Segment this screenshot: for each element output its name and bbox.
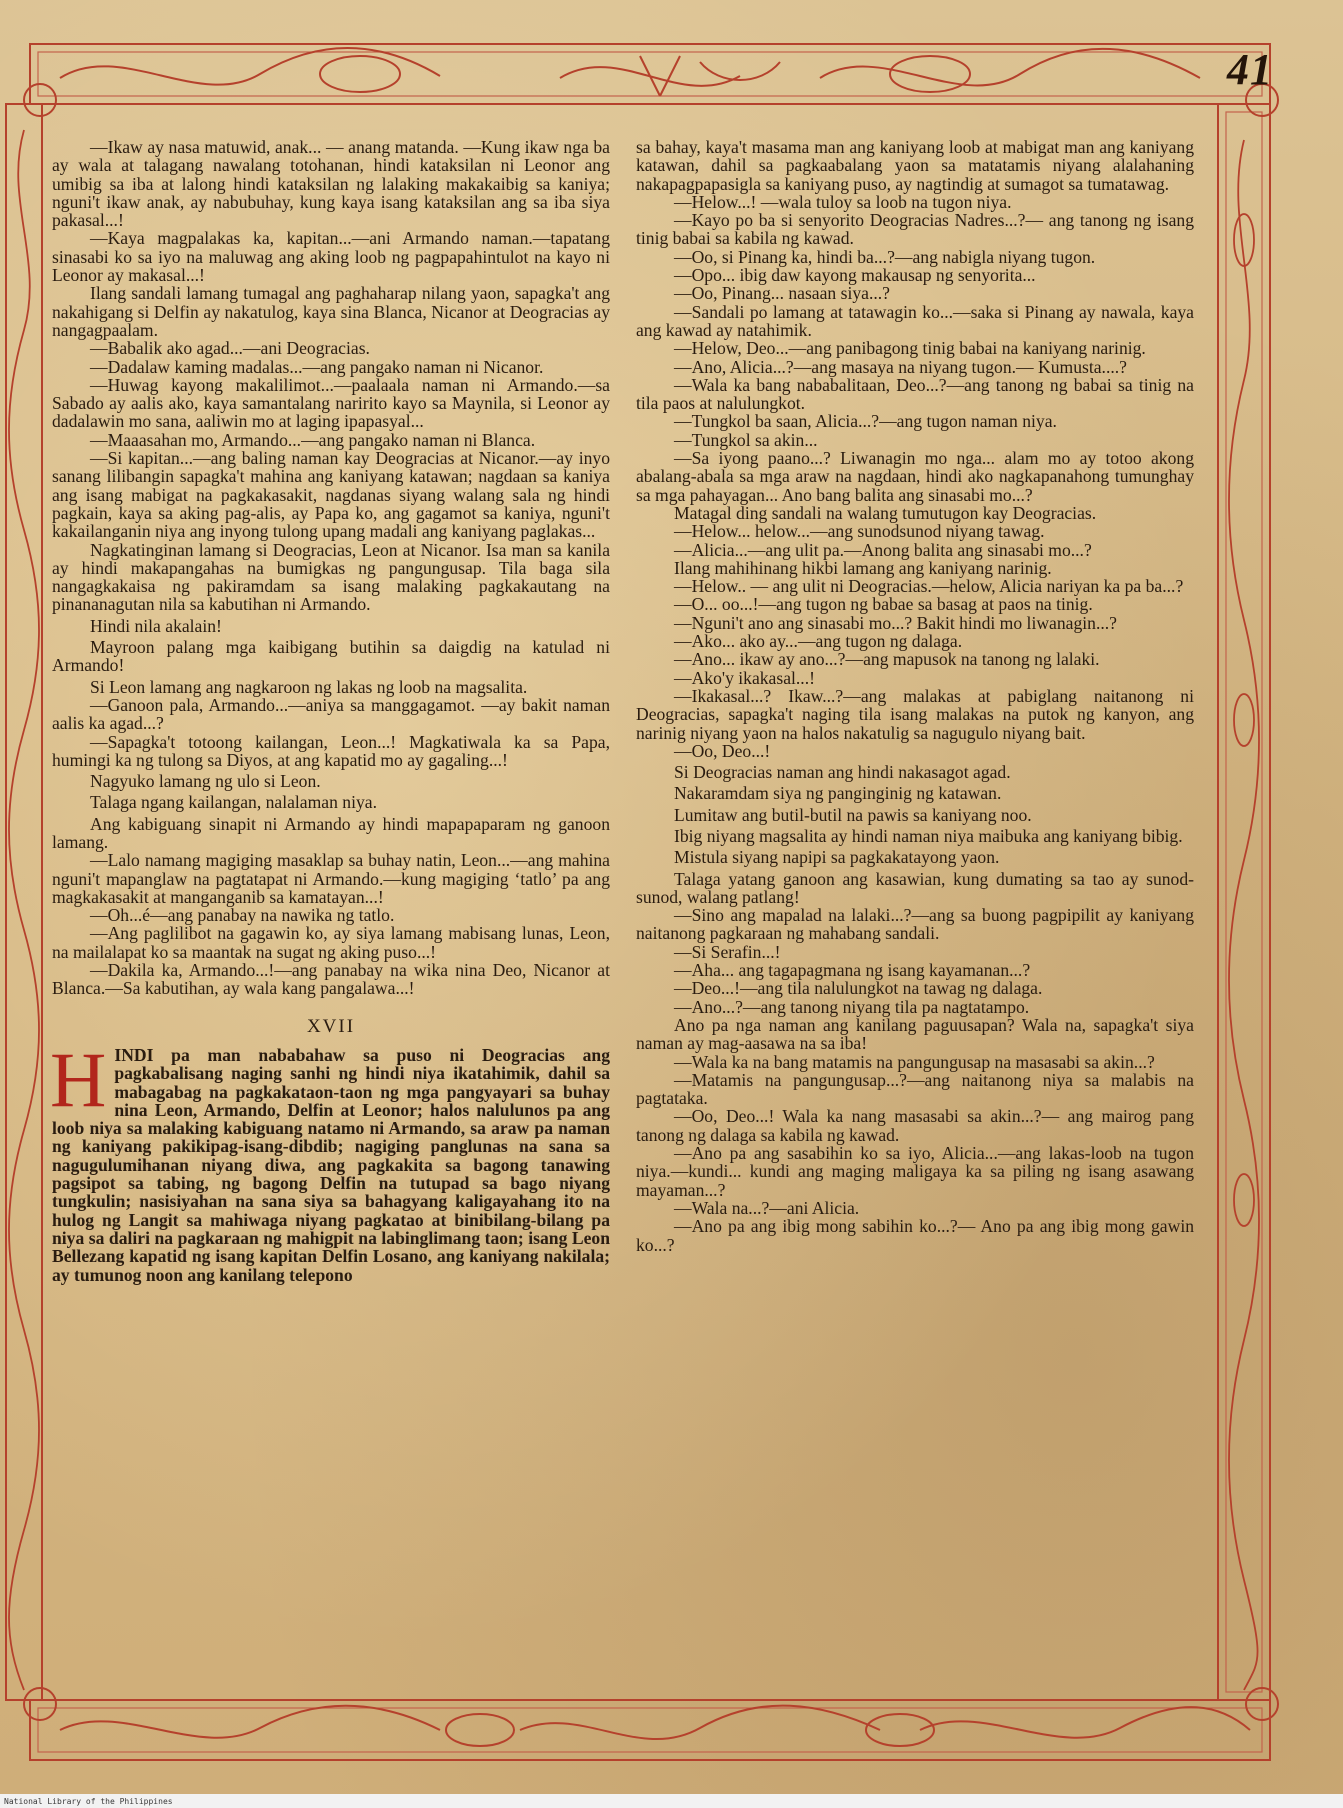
paragraph: —Kayo po ba si senyorito Deogracias Nadres...?— ang tanong ng isang tinig babai sa kabila ng kawad. (636, 210, 1194, 249)
paragraph: sa bahay, kaya't masama man ang kaniyang loob at mabigat man ang kaniyang katawan, dahil sa pagkaabalang yaon sa matatamis niyang alalahaning nakapagpapasigla sa kaniyang puso, ay nagtindig at sumagot sa tumatawag. (636, 137, 1194, 194)
left-column (52, 138, 610, 1284)
paragraph: —Matamis na pangungusap...?—ang naitanong niya sa malabis na pagtataka. (636, 1069, 1194, 1109)
paragraph: —Ano... ikaw ay ano...?—ang mapusok na tanong ng lalaki. (674, 649, 1100, 670)
paragraph: —Tungkol ba saan, Alicia...?—ang tugon naman niya. (674, 411, 1057, 432)
paragraph: Mayroon palang mga kaibigang butihin sa daigdig na katulad ni Armando! (52, 637, 610, 676)
paragraph: —Ikaw ay nasa matuwid, anak... — anang matanda. —Kung ikaw nga ba ay wala at talagang nawalang totohanan, hindi kataksilan ni Leonor ang umibig sa iba at lalong hindi kataksilan ng lalaking makakaibig sa kaniya; nguni't ikaw anak, ay nabubuhay, kung kaya isang kataksilan ang sa iba siya pakasal...! (52, 137, 610, 231)
paragraph: Ilang mahihinang hikbi lamang ang kaniyang narinig. (674, 557, 1052, 578)
paragraph: —Oo, Pinang... nasaan siya...? (674, 283, 890, 304)
paragraph: —Oo, si Pinang ka, hindi ba...?—ang nabigla niyang tugon. (674, 246, 1096, 267)
paragraph: —Dadalaw kaming madalas...—ang pangako naman ni Nicanor. (90, 356, 544, 377)
paragraph: —Maaasahan mo, Armando...—ang pangako naman ni Blanca. (90, 429, 536, 450)
paragraph: —Sandali po lamang at tatawagin ko...—saka si Pinang ay nawala, kaya ang kawad ay natahimik. (636, 301, 1194, 340)
paragraph: —Tungkol sa akin... (674, 429, 818, 450)
paragraph: Ilang sandali lamang tumagal ang paghaharap nilang yaon, sapagka't ang nakahigang si Delfin ay nakatulog, kaya sina Blanca, Nicanor at Deogracias ay nangagpaalam. (52, 283, 610, 340)
paragraph: Matagal ding sandali na walang tumutugon kay Deogracias. (674, 502, 1097, 523)
paragraph: —Ako'y ikakasal...! (674, 667, 815, 688)
paragraph: —Ano...?—ang tanong niyang tila pa nagtatampo. (674, 996, 1030, 1017)
paragraph: Talaga ngang kailangan, nalalaman niya. (90, 792, 377, 813)
paragraph: —Helow... helow...—ang sunodsunod niyang tawag. (674, 521, 1045, 542)
paragraph: —Dakila ka, Armando...!—ang panabay na wika nina Deo, Nicanor at Blanca.—Sa kabutihan, ay wala kang pangalawa...! (52, 960, 610, 999)
paragraph: —Ano pa ang sasabihin ko sa iyo, Alicia...—ang lakas-loob na tugon niya.—kundi... kundi ang maging maligaya ka sa piling ng isang asawang mayaman...? (636, 1143, 1194, 1200)
paragraph: —Lalo namang magiging masaklap sa buhay natin, Leon...—ang mahina nguni't mapanglaw na pagtatapat ni Armando.—kung magiging ‘tatlo’ pa ang magkakasakit at manganganib sa kamatayan...! (52, 850, 610, 907)
paragraph: —Ako... ako ay...—ang tugon ng dalaga. (674, 631, 963, 652)
paragraph: Lumitaw ang butil-butil na pawis sa kaniyang noo. (674, 804, 1032, 825)
paragraph: —Oo, Deo...! Wala ka nang masasabi sa akin...?— ang mairog pang tanong ng dalaga sa kabila ng kawad. (636, 1106, 1194, 1145)
paragraph: Ibig niyang magsalita ay hindi naman niya maibuka ang kaniyang bibig. (674, 825, 1183, 846)
paragraph: —Wala ka bang nababalitaan, Deo...?—ang tanong ng babai sa tinig na tila paos at nalulungkot. (636, 374, 1194, 414)
chapter-opening (50, 1035, 610, 1285)
paragraph: —Ano, Alicia...?—ang masaya na niyang tugon.— Kumusta....? (674, 356, 1127, 377)
right-column (636, 138, 1194, 1254)
library-credit: National Library of the Philippines (4, 1797, 173, 1806)
paragraph: Talaga yatang ganoon ang kasawian, kung dumating sa tao ay sunod-sunod, walang patlang! (636, 868, 1194, 907)
paragraph: —Ikakasal...? Ikaw...?—ang malakas at pabiglang naitanong ni Deogracias, sapagka't naging tila isang malakas na putok ng kanyon, ang narinig niyang yaon na halos nakatulig sa nagugulo niyang bait. (636, 685, 1194, 743)
chapter-opening-paragraph: INDI pa man nababahaw sa puso ni Deogracias ang pagkabalisang naging sanhi ng hindi niya ikatahimik, dahil sa mabagabag na pagkakataon-taon ng mga pangyayari sa buhay nina Leon, Armando, Delfin at Leonor; halos nalulunos pa ang loob niya sa malaking kabiguang natamo ni Armando, sa araw pa naman ng kaniyang pakikipag-isang-dibdib; nagiging panglunas na sana sa nagugulumihanan niyang diwa, ang pagkakita sa bagong tanawing pagsipot sa tabing, ng bagong Delfin na tutupad sa bago niyang tungkulin; nasisiyahan na sana siya sa bahagyang kaligayahang ito na hulog ng Langit sa mahiwaga niyang pagkatao at binibilang-bilang pa niya sa daliri na pagkaraan ng mahigpit na labinglimang taon; isang Leon Bellezang kapatid ng isang kapitan Delfin Losano, ang kaniyang nakilala; ay tumunog noon ang kanilang telepono (52, 1044, 610, 1285)
paragraph: —Nguni't ano ang sinasabi mo...? Bakit hindi mo liwanagin...? (674, 612, 1117, 633)
paragraph: Si Deogracias naman ang hindi nakasagot agad. (674, 762, 1011, 783)
drop-cap: H (50, 1035, 107, 1123)
paragraph: —Oh...é—ang panabay na nawika ng tatlo. (90, 905, 395, 926)
paragraph: —Si Serafin...! (674, 941, 781, 962)
paragraph: Ang kabiguang sinapit ni Armando ay hindi mapapaparam ng ganoon lamang. (52, 813, 610, 852)
paragraph: —Helow.. — ang ulit ni Deogracias.—helow, Alicia nariyan ka pa ba...? (674, 576, 1184, 597)
scan-footer-strip (0, 1794, 1343, 1808)
paragraph: —Opo... ibig daw kayong makausap ng senyorita... (674, 265, 1036, 286)
page-number: 41 (1227, 45, 1273, 94)
chapter-heading: XVII (306, 1015, 356, 1037)
paragraph: Nakaramdam siya ng panginginig ng katawan. (674, 783, 1002, 804)
paragraph: —Aha... ang tagapagmana ng isang kayamanan...? (674, 960, 1031, 981)
paragraph: —Sapagka't totoong kailangan, Leon...! Magkatiwala ka sa Papa, humingi ka ng tulong sa Diyos, at ang kapatid mo ay gagaling...! (52, 731, 610, 770)
paragraph: Si Leon lamang ang nagkaroon ng lakas ng loob na magsalita. (90, 676, 528, 697)
paragraph: —Deo...!—ang tila nalulungkot na tawag ng dalaga. (674, 978, 1043, 999)
paragraph: —Wala ka na bang matamis na pangungusap na masasabi sa akin...? (674, 1051, 1155, 1072)
paragraph: —Kaya magpalakas ka, kapitan...—ani Armando naman.—tapatang sinasabi ko sa iyo na maluwag ang aking loob ng pagpapahintulot na kayo ni Leonor ay makasal...! (52, 228, 610, 286)
paragraph: —Huwag kayong makalilimot...—paalaala naman ni Armando.—sa Sabado ay aalis ako, kaya samantalang naririto kayo sa Maynila, si Leonor ay dadalawin mo sana, aaliwin mo at laging ipapasyal... (52, 374, 610, 432)
paragraph: —Babalik ako agad...—ani Deogracias. (90, 338, 370, 359)
paragraph: Ano pa nga naman ang kanilang paguusapan? Wala na, sapagka't siya naman ay mag-aasawa na sa iba! (636, 1014, 1194, 1054)
paragraph: Nagkatinginan lamang si Deogracias, Leon at Nicanor. Isa man sa kanila ay hindi makapangahas na bumigkas ng pangungusap. Tila baga sila nangagkakaisa ng pakiramdam sa isang malaking pagkakautang na pinananagutan nila sa kabutihan ni Armando. (52, 539, 610, 615)
paragraph: —Helow, Deo...—ang panibagong tinig babai na kaniyang narinig. (674, 338, 1146, 359)
paragraph: —Sa iyong paano...? Liwanagin mo nga... alam mo ay totoo akong abalang-abala sa mga araw na nagdaan, hindi ako nagkapanahong tumunghay sa mga pahayagan... Ano bang balita ang sinasabi mo...? (636, 448, 1194, 505)
paragraph: —Ang paglilibot na gagawin ko, ay siya lamang mabisang lunas, Leon, na mailalapat ko sa maantak na sugat ng aking puso...! (52, 923, 610, 962)
paragraph: —Wala na...?—ani Alicia. (674, 1197, 860, 1218)
paragraph: —Sino ang mapalad na lalaki...?—ang sa buong pagpipilit ay kaniyang naitanong pagkaraan ng mahabang sandali. (636, 905, 1194, 944)
paragraph: —O... oo...!—ang tugon ng babae sa basag at paos na tinig. (674, 594, 1093, 615)
paragraph: —Alicia...—ang ulit pa.—Anong balita ang sinasabi mo...? (674, 539, 1092, 560)
paragraph: —Helow...! —wala tuloy sa loob na tugon niya. (674, 191, 1012, 212)
paragraph: —Ano pa ang ibig mong sabihin ko...?— Ano pa ang ibig mong gawin ko...? (636, 1216, 1194, 1255)
paragraph: —Oo, Deo...! (674, 740, 771, 761)
paragraph: Hindi nila akalain! (90, 615, 222, 636)
paragraph: —Ganoon pala, Armando...—aniya sa manggagamot. —ay bakit naman aalis ka agad...? (52, 694, 610, 734)
paragraph: Nagyuko lamang ng ulo si Leon. (90, 771, 321, 792)
paragraph: —Si kapitan...—ang baling naman kay Deogracias at Nicanor.—ay inyo sanang lilibangin sapagka't mahina ang kaniyang katawan; nagdaan sa kaniya ang isang mabigat na pagkakasakit, nagdanas siyang walang sala ng hindi pagkain, kaya sa aking pag-alis, ay Papa ko, ang gagamot sa kaniya, nguni't kakailanganin niya ang inyong tulong upang madali ang kaniyang paglakas... (52, 448, 610, 542)
paragraph: Mistula siyang napipi sa pagkakatayong yaon. (674, 847, 1000, 868)
